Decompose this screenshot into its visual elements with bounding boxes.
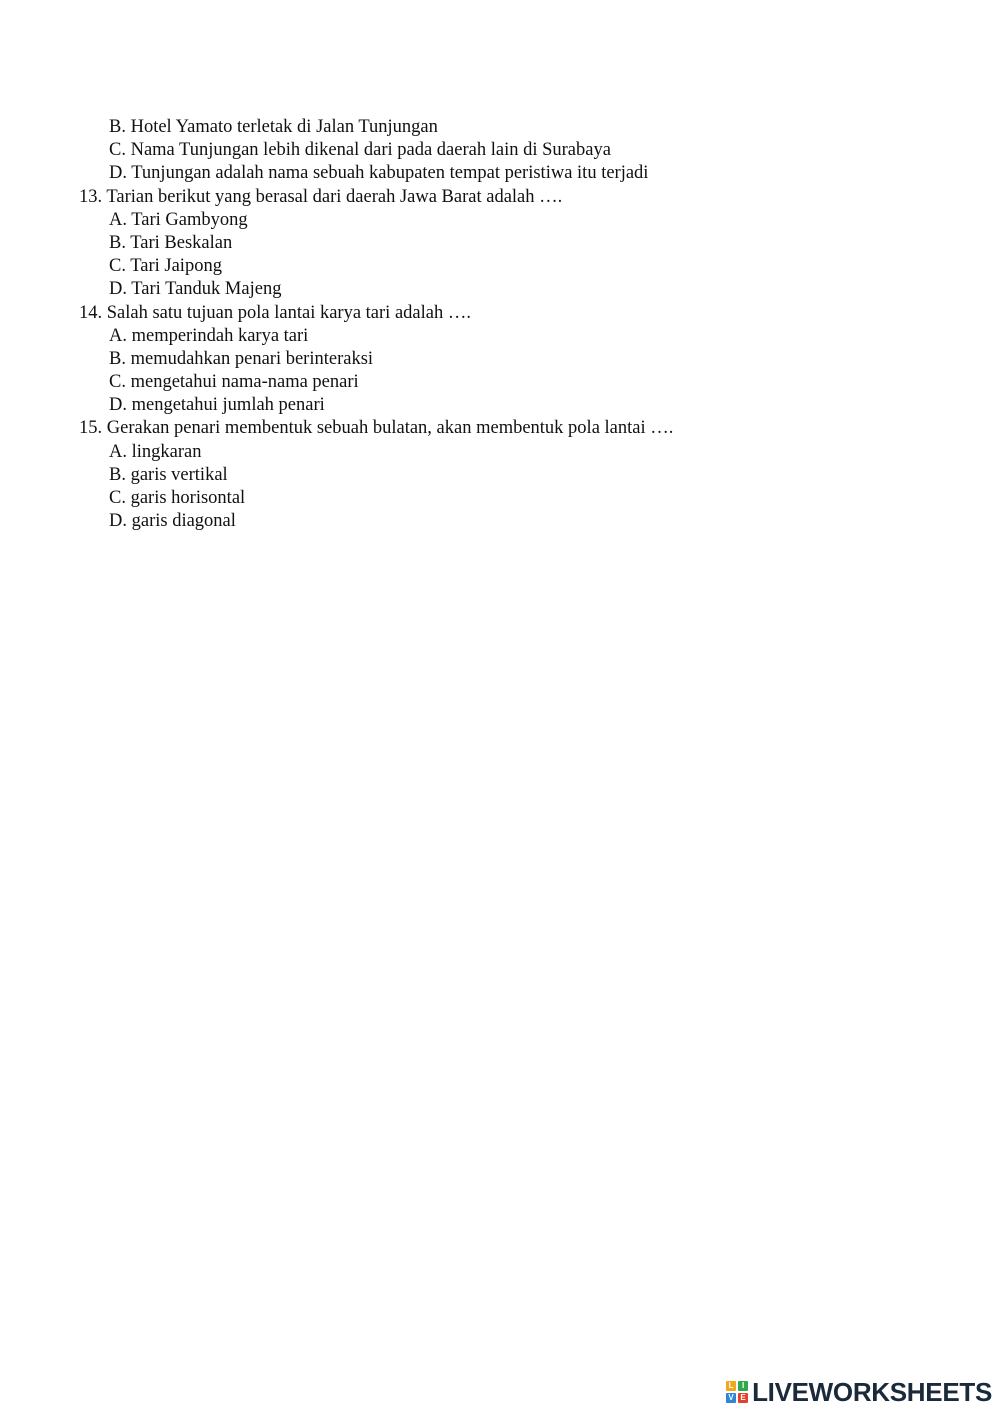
q13-option-d: D. Tari Tanduk Majeng <box>109 279 282 300</box>
q12-option-d: D. Tunjungan adalah nama sebuah kabupaten tempat peristiwa itu terjadi <box>109 163 649 184</box>
question-15: 15. Gerakan penari membentuk sebuah bulatan, akan membentuk pola lantai …. <box>79 418 674 439</box>
q12-option-c: C. Nama Tunjungan lebih dikenal dari pada daerah lain di Surabaya <box>109 140 611 161</box>
live-grid-icon <box>726 1381 748 1403</box>
q14-option-a: A. memperindah karya tari <box>109 325 309 346</box>
q13-option-b: B. Tari Beskalan <box>109 232 233 253</box>
logo-wordmark: LIVEWORKSHEETS <box>752 1376 992 1407</box>
q14-option-b: B. memudahkan penari berinteraksi <box>109 348 374 369</box>
q14-option-c: C. mengetahui nama-nama penari <box>109 372 359 393</box>
q13-option-c: C. Tari Jaipong <box>109 256 222 277</box>
worksheet-content <box>0 116 1000 533</box>
question-13: 13. Tarian berikut yang berasal dari daerah Jawa Barat adalah …. <box>79 186 563 207</box>
q15-option-d: D. garis diagonal <box>109 511 236 532</box>
logo-cell-i: I <box>738 1381 748 1391</box>
q15-option-a: A. lingkaran <box>109 441 202 462</box>
logo-cell-e: E <box>738 1393 748 1403</box>
q14-option-d: D. mengetahui jumlah penari <box>109 395 325 416</box>
q13-option-a: A. Tari Gambyong <box>109 209 248 230</box>
q15-option-b: B. garis vertikal <box>109 464 228 485</box>
question-14: 14. Salah satu tujuan pola lantai karya tari adalah …. <box>79 302 471 323</box>
logo-cell-l: L <box>726 1381 736 1391</box>
liveworksheets-logo[interactable] <box>726 1377 992 1407</box>
q12-option-b: B. Hotel Yamato terletak di Jalan Tunjungan <box>109 117 438 137</box>
q15-option-c: C. garis horisontal <box>109 488 246 508</box>
logo-cell-v: V <box>726 1393 736 1403</box>
